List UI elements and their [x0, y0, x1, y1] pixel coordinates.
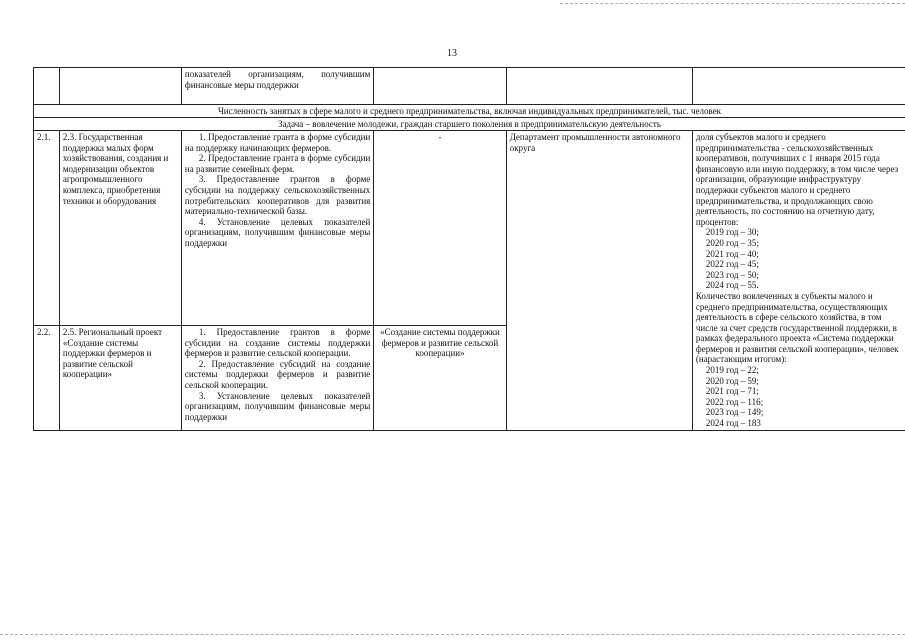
row-number: 2.2.	[34, 326, 60, 431]
scan-artifact-top	[560, 3, 905, 4]
indicator-text: Количество вовлеченных в субъекты малого и среднего предпринимательства, осуществляющих деятельность в сфере сельского хозяйства, в том числе за счет средств государственной поддержки, в рамках федерального проекта «Система поддержки фермеров и развития сельской кооперации», человек (нарастающим итогом):	[695, 290, 899, 365]
section-title-row	[34, 105, 905, 118]
indicator-year: 2021 год – 71;	[705, 386, 759, 397]
row-name: 2.3. Государственная поддержка малых форм хозяйствования, создания и модернизации объектов агропромышленного комплекса, приобретения техники и оборудования	[59, 131, 181, 326]
measure-item: 1. Предоставление гранта в форме субсидии на поддержку начинающих фермеров.	[184, 132, 371, 153]
cell-project	[374, 68, 506, 105]
row-measures	[181, 326, 373, 431]
indicator-text: доля субъектов малого и среднего предпринимательства - сельскохозяйственных кооперативов, получивших с 1 января 2015 года финансовую или иную поддержку, в том числе через организации, образующие инфраструктуру поддержки субъектов малого и среднего предпринимательства, и продолжающих свою деятельность, по состоянию на отчетную дату, процентов:	[695, 132, 899, 227]
task-title-row	[34, 118, 905, 131]
indicator-year: 2019 год – 30;	[705, 227, 759, 238]
measure-item: 2. Предоставление субсидий на создание системы поддержки фермеров и развитие сельской кооперации.	[184, 358, 371, 390]
cell-num	[34, 68, 60, 105]
indicator-year: 2024 год – 183	[705, 418, 761, 429]
row-project: -	[374, 131, 506, 326]
indicator-year: 2024 год – 55.	[705, 280, 759, 291]
row-indicators	[692, 131, 905, 431]
indicator-year: 2021 год – 40;	[705, 248, 759, 259]
cell-indicators	[692, 68, 905, 105]
measure-item: 2. Предоставление гранта в форме субсидии на развитие семейных ферм.	[184, 153, 371, 174]
program-table	[33, 67, 905, 431]
cell-measures: показателей организациям, получившим финансовые меры поддержки	[181, 68, 373, 105]
indicator-year: 2019 год – 22;	[705, 365, 759, 376]
row-project: «Создание системы поддержки фермеров и развитие сельской кооперации»	[374, 326, 506, 431]
table-row	[34, 131, 905, 326]
page-number: 13	[447, 48, 457, 59]
scan-artifact-bottom	[0, 634, 905, 635]
measure-item: 3. Предоставление грантов в форме субсидии на поддержку сельскохозяйственных потребительских кооперативов для развития материально-технической базы.	[184, 174, 371, 217]
measure-item: 1. Предоставление грантов в форме субсидии на создание системы поддержки фермеров и развитие сельской кооперации.	[184, 327, 371, 359]
indicator-year: 2023 год – 50;	[705, 269, 759, 280]
task-title: Задача – вовлечение молодежи, граждан старшего поколения в предпринимательскую деятельность	[34, 118, 905, 131]
section-title: Численность занятых в сфере малого и среднего предпринимательства, включая индивидуальных предпринимателей, тыс. человек	[34, 105, 905, 118]
row-number: 2.1.	[34, 131, 60, 326]
table-row	[34, 68, 905, 105]
row-executor: Департамент промышленности автономного округа	[506, 131, 692, 431]
measure-item: 4. Установление целевых показателей организациям, получившим финансовые меры поддержки	[184, 216, 371, 248]
indicator-year: 2022 год – 45;	[705, 259, 759, 270]
cell-name	[59, 68, 181, 105]
indicator-year: 2020 год – 35;	[705, 237, 759, 248]
row-name: 2.5. Региональный проект «Создание системы поддержки фермеров и развитие сельской кооперации»	[59, 326, 181, 431]
indicator-year: 2020 год – 59;	[705, 375, 759, 386]
indicator-year: 2022 год – 116;	[705, 396, 764, 407]
cell-executor	[506, 68, 692, 105]
row-measures	[181, 131, 373, 326]
indicator-year: 2023 год – 149;	[705, 407, 764, 418]
measure-item: 3. Установление целевых показателей организациям, получившим финансовые меры поддержки	[184, 390, 371, 422]
